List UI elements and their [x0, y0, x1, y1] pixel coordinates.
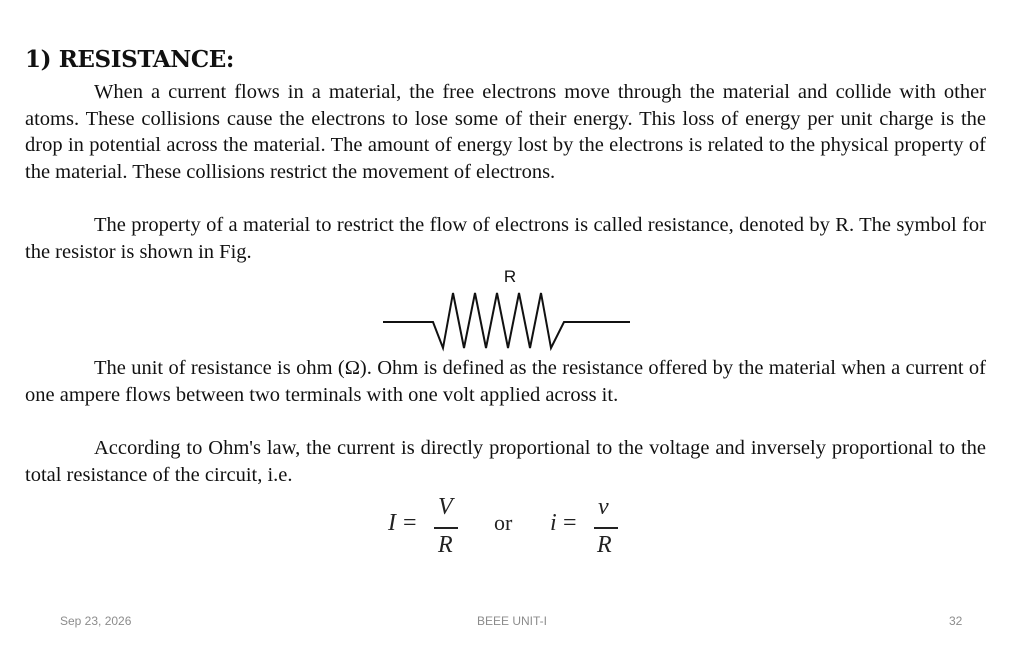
- footer-page-number: 32: [949, 614, 963, 628]
- resistor-label: R: [503, 267, 517, 286]
- paragraph-ohm-unit: The unit of resistance is ohm (Ω). Ohm is defined as the resistance offered by the material when a current of one ampere flows between two terminals with one volt applied across it.: [25, 357, 986, 406]
- section-heading: 1) RESISTANCE:: [25, 46, 234, 73]
- formula-equals-2: =: [563, 510, 577, 536]
- formula-current-symbol-lower: i: [550, 510, 557, 536]
- formula-fraction-bar: [434, 527, 458, 529]
- ohms-law-formula: [388, 496, 628, 564]
- formula-equals: =: [403, 510, 417, 536]
- formula-denominator-resistance-2: R: [597, 532, 612, 558]
- formula-or: or: [494, 510, 513, 535]
- paragraph-ohms-law: According to Ohm's law, the current is directly proportional to the voltage and inversely proportional to the total resistance of the circuit, i.e.: [25, 437, 986, 486]
- formula-numerator-voltage: V: [438, 494, 453, 520]
- resistor-symbol-diagram: [383, 262, 633, 352]
- footer-date: Sep 23, 2026: [60, 614, 132, 628]
- formula-fraction-bar-2: [594, 527, 618, 529]
- footer-title: BEEE UNIT-I: [476, 614, 547, 628]
- formula-current-symbol: I: [388, 510, 396, 536]
- formula-numerator-voltage-lower: v: [598, 494, 609, 520]
- paragraph-resistance-definition: The property of a material to restrict the flow of electrons is called resistance, denoted by R. The symbol for the resistor is shown in Fig.: [25, 214, 986, 263]
- paragraph-electron-collisions: When a current flows in a material, the free electrons move through the material and collide with other atoms. These collisions cause the electrons to lose some of their energy. This loss of energy per unit charge is the drop in potential across the material. The amount of energy lost by the electrons is related to the physical property of the material. These collisions restrict the movement of electrons.: [25, 81, 986, 183]
- formula-denominator-resistance: R: [438, 532, 453, 558]
- resistor-zigzag: [383, 293, 630, 348]
